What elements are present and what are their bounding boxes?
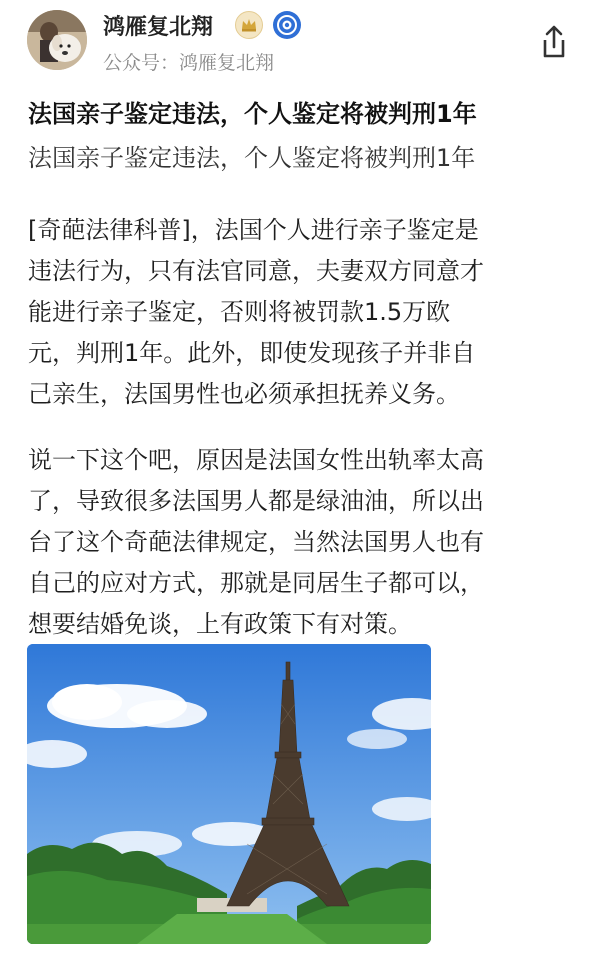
paragraph-line: [奇葩法律科普]，法国个人进行亲子鉴定是 [28,216,479,244]
paragraph-line: 台了这个奇葩法律规定，当然法国男人也有 [28,528,484,556]
paragraph-line: 己亲生，法国男性也必须承担抚养义务。 [28,380,460,408]
share-icon [534,22,574,62]
eiffel-tower-illustration [27,644,431,944]
paragraph-line: 自己的应对方式，那就是同居生子都可以， [28,569,484,597]
paragraph-line: 能进行亲子鉴定，否则将被罚款1.5万欧 [28,298,451,326]
share-button[interactable] [534,22,574,62]
paragraph-line: 想要结婚免谈，上有政策下有对策。 [28,610,412,638]
paragraph-line: 说一下这个吧，原因是法国女性出轨率太高 [28,446,484,474]
paragraph-line: 了，导致很多法国男人都是绿油油，所以出 [28,487,484,515]
eiffel-tower-photo[interactable] [27,644,431,944]
author-name[interactable]: 鸿雁复北翔 [103,15,214,40]
article-title: 法国亲子鉴定违法，个人鉴定将被判刑1年 [28,100,477,128]
avatar-dog-icon [27,10,87,70]
paragraph-line: 违法行为，只有法官同意，夫妻双方同意才 [28,257,484,285]
article-paragraph-2 [28,440,573,645]
account-line: 公众号：鸿雁复北翔 [103,52,275,74]
author-avatar[interactable] [27,10,87,70]
verified-badge-icon [273,11,301,39]
crown-badge-icon [235,11,263,39]
article-header [0,0,600,86]
article-paragraph-1 [28,210,573,415]
article-subtitle: 法国亲子鉴定违法，个人鉴定将被判刑1年 [28,144,476,172]
paragraph-line: 元，判刑1年。此外，即使发现孩子并非自 [28,339,476,367]
